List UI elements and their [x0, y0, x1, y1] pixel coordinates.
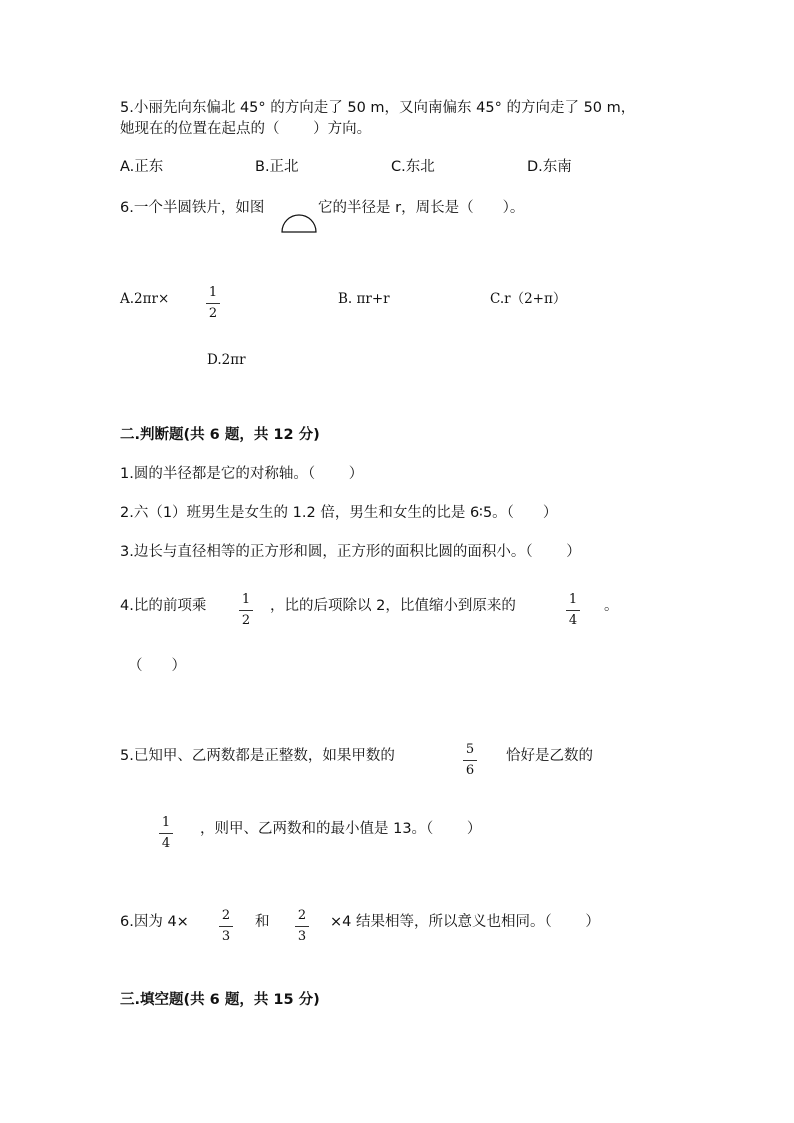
judge-q4-fraction-2 — [563, 592, 583, 629]
choice-q5-line2: 她现在的位置在起点的（ ）方向。 — [120, 121, 372, 137]
choice-q6-option-a-fraction — [203, 285, 223, 322]
judge-q6-fraction-2 — [292, 908, 312, 945]
fraction-denominator: 4 — [568, 613, 578, 628]
judge-q3: 3.边长与直径相等的正方形和圆，正方形的面积比圆的面积小。（ ） — [120, 544, 581, 560]
choice-q5-option-c: C.东北 — [391, 159, 435, 175]
fraction-numerator: 1 — [568, 592, 578, 607]
judge-q6-text-c: ×4 结果相等，所以意义也相同。（ ） — [330, 914, 600, 930]
fraction-bar — [159, 833, 173, 834]
fraction-numerator: 2 — [221, 908, 231, 923]
fraction-numerator: 5 — [465, 742, 475, 757]
fraction-denominator: 2 — [241, 613, 251, 628]
judge-q2: 2.六（1）班男生是女生的 1.2 倍，男生和女生的比是 6∶5。（ ） — [120, 505, 558, 521]
choice-q6-option-c: C.r（2+π） — [490, 291, 567, 307]
judge-q6-text-b: 和 — [255, 914, 270, 930]
choice-q6-option-a-prefix: A.2πr× — [120, 291, 170, 307]
fraction-denominator: 6 — [465, 763, 475, 778]
judge-q5-fraction-2 — [156, 815, 176, 852]
fraction-numerator: 1 — [208, 285, 218, 300]
judge-q4-text-a: 4.比的前项乘 — [120, 598, 207, 614]
fraction-bar — [219, 926, 233, 927]
judge-q5-text-a: 5.已知甲、乙两数都是正整数，如果甲数的 — [120, 748, 395, 764]
choice-q6-option-b: B. πr+r — [338, 291, 390, 307]
choice-q5-option-a: A.正东 — [120, 159, 164, 175]
section-judge-heading: 二.判断题(共 6 题，共 12 分) — [120, 427, 320, 443]
fraction-denominator: 4 — [161, 836, 171, 851]
semicircle-icon — [281, 214, 317, 234]
fraction-denominator: 3 — [297, 929, 307, 944]
fraction-denominator: 2 — [208, 306, 218, 321]
fraction-numerator: 1 — [161, 815, 171, 830]
judge-q5-fraction-1 — [460, 742, 480, 779]
judge-q5-text-c: ，则甲、乙两数和的最小值是 13。（ ） — [200, 821, 482, 837]
fraction-numerator: 1 — [241, 592, 251, 607]
judge-q4-fraction-1 — [236, 592, 256, 629]
choice-q5-option-d: D.东南 — [527, 159, 572, 175]
choice-q6-option-d: D.2πr — [207, 352, 246, 368]
judge-q6-fraction-1 — [216, 908, 236, 945]
choice-q5-line1: 5.小丽先向东偏北 45° 的方向走了 50 m，又向南偏东 45° 的方向走了 50 m， — [120, 100, 636, 116]
fraction-bar — [463, 760, 477, 761]
judge-q6-text-a: 6.因为 4× — [120, 914, 189, 930]
fraction-bar — [566, 610, 580, 611]
fraction-denominator: 3 — [221, 929, 231, 944]
judge-q4-text-b: ，比的后项除以 2，比值缩小到原来的 — [270, 598, 516, 614]
judge-q1: 1.圆的半径都是它的对称轴。（ ） — [120, 466, 364, 482]
fraction-bar — [206, 303, 220, 304]
fraction-bar — [295, 926, 309, 927]
fraction-numerator: 2 — [297, 908, 307, 923]
choice-q5-option-b: B.正北 — [255, 159, 299, 175]
judge-q4-blank: （ ） — [128, 658, 186, 674]
fraction-bar — [239, 610, 253, 611]
section-fill-heading: 三.填空题(共 6 题，共 15 分) — [120, 992, 320, 1008]
choice-q6-text-a: 6.一个半圆铁片，如图 — [120, 200, 265, 216]
judge-q4-text-c: 。 — [604, 598, 619, 614]
judge-q5-text-b: 恰好是乙数的 — [506, 748, 593, 764]
choice-q6-text-b: 它的半径是 r，周长是（ ）。 — [318, 200, 525, 216]
